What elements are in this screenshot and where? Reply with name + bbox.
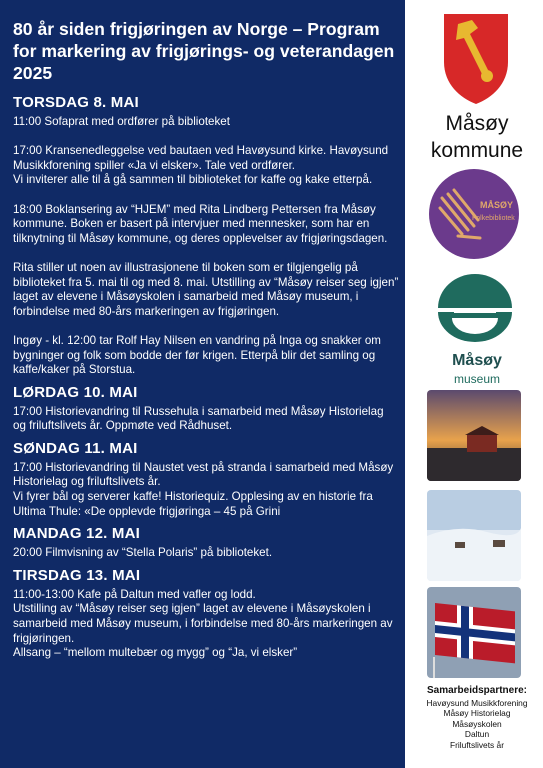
library-logo-line-1: MÅSØY [480,200,514,210]
paragraph-gap [13,246,399,261]
library-logo-line-2: Folkebibliotek [472,215,515,222]
program-item: 20:00 Filmvisning av “Stella Polaris” på biblioteket. [13,546,273,560]
photo-norwegian-flag [427,587,521,678]
partner-item: Måsøy Historielag [443,708,511,719]
photo-sunset-cabin [427,390,521,481]
day-heading: SØNDAG 11. MAI [13,439,138,457]
museum-logo-icon [432,272,518,344]
program-item: Utstilling av “Måsøy reiser seg igjen” laget av elevene i Måsøyskolen i samarbeid med Måsøy museum, i forbindelse med 80-års markeringen av frigjøringen. [13,602,393,645]
coat-of-arms-icon [440,10,512,106]
paragraph-gap [13,188,399,203]
kommune-name [413,110,541,164]
program-item: 11:00-13:00 Kafe på Daltun med vafler og lodd. [13,587,256,601]
kommune-line-2: kommune [430,139,524,162]
partners-title: Samarbeidspartnere: [426,685,528,696]
kommune-line-1: Måsøy [445,112,509,135]
program-item: 17:00 Historievandring til Naustet vest på stranda i samarbeid med Måsøy Historielag og friluftslivets år. [13,460,394,489]
partner-item: Friluftslivets år [450,739,504,750]
paragraph-gap [13,319,399,334]
program-item: Rita stiller ut noen av illustrasjonene til boken som er tilgjengelig på biblioteket fra 5. mai til og med 8. mai. Utstilling av “Måsøy reiser seg igjen” laget av elevene i Måsøyskolen i samarbeid med Måsøy museum, i forbindelse med 80-års markeringen av frigjøringen. [13,260,399,318]
day-gap [13,661,399,667]
day-heading: MANDAG 12. MAI [13,525,140,543]
museum-name: Måsøy [452,352,502,369]
program-item: 11:00 Sofaprat med ordfører på biblioteket [13,115,230,128]
program-content [13,94,399,667]
page-title: 80 år siden frigjøringen av Norge – Program for markering av frigjørings- og veterandagen 2025 [13,19,395,83]
library-logo-icon [428,168,520,260]
program-item: Vi inviterer alle til å gå sammen til biblioteket for kaffe og kake etterpå. [13,173,373,187]
photo-snow-landscape [427,490,521,581]
program-item: 18:00 Boklansering av “HJEM” med Rita Lindberg Pettersen fra Måsøy kommune. Boken er basert på intervjuer med mennesker, som har en tilknytning til Måsøy kommune, og deres opplevelser av frigjøringsdagen. [13,202,388,245]
program-item: Ingøy - kl. 12:00 tar Rolf Hay Nilsen en vandring på Inga og snakker om bygninger og folk som bodde der før krigen. Etterpå blir det samling og kaffe/kaker på Storstua. [13,333,381,377]
paragraph-gap [13,130,399,145]
program-item: Vi fyrer bål og serverer kaffe! Historiequiz. Opplesing av en historie fra Ultima Thule: «De opplevde frigjøringa – 45 på Grini [13,490,373,518]
partner-item: Havøysund Musikkforening [426,698,528,708]
program-item: Allsang – “mellom multebær og mygg” og “Ja, vi elsker” [13,646,298,660]
day-heading: TORSDAG 8. MAI [13,94,139,111]
partner-item: Daltun [464,729,490,740]
partners-list [413,698,541,750]
day-heading: LØRDAG 10. MAI [13,383,138,401]
program-item: 17:00 Kransenedleggelse ved bautaen ved Havøysund kirke. Havøysund Musikkforening spiller «Ja vi elsker». Tale ved ordfører. [13,144,389,172]
program-item: 17:00 Historievandring til Russehula i samarbeid med Måsøy Historielag og friluftslivets år. Oppmøte ved Rådhuset. [13,404,384,433]
partner-item: Måsøyskolen [452,718,502,729]
museum-subtitle: museum [453,372,500,386]
day-heading: TIRSDAG 13. MAI [13,566,141,584]
